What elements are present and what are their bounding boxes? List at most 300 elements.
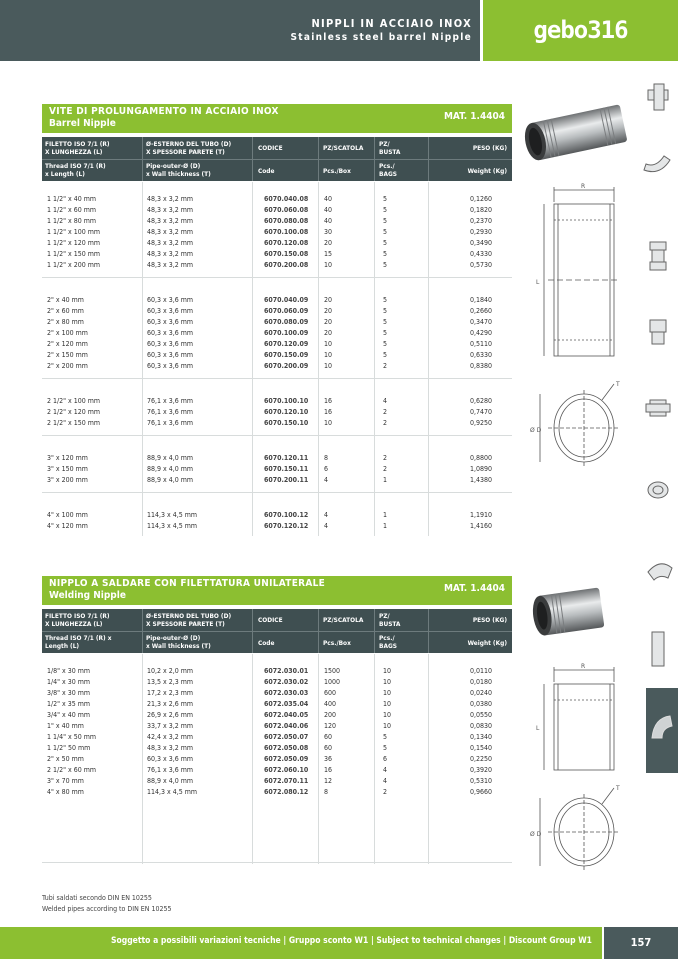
cell-weight: 0,4330 (469, 250, 492, 258)
col2-bag-it-2: BUSTA (379, 620, 401, 628)
cell-pcs-box: 60 (324, 744, 333, 752)
cell-pcs-bag: 10 (383, 722, 392, 730)
cell-pcs-bag: 4 (383, 397, 388, 405)
group-separator (42, 277, 512, 278)
cell-thread: 1" x 40 mm (47, 722, 84, 730)
col2-thread-en-2: Length (L) (45, 642, 80, 650)
cell-outer-dia: 60,3 x 3,6 mm (147, 329, 194, 337)
cell-outer-dia: 48,3 x 3,2 mm (147, 217, 194, 225)
cell-code: 6070.120.10 (264, 408, 309, 416)
barrel-nipple-drawing (518, 180, 638, 470)
table-row (42, 521, 512, 532)
cell-pcs-box: 20 (324, 239, 333, 247)
page-footer (0, 927, 678, 959)
table-row (42, 510, 512, 521)
cell-pcs-box: 600 (324, 689, 337, 697)
cell-pcs-box: 200 (324, 711, 337, 719)
page-number: 157 (604, 927, 678, 959)
cell-pcs-bag: 5 (383, 318, 388, 326)
cell-pcs-bag: 5 (383, 340, 388, 348)
cell-code: 6070.120.09 (264, 340, 309, 348)
cell-code: 6070.080.08 (264, 217, 309, 225)
cell-weight: 1,4160 (469, 522, 492, 530)
cell-code: 6072.040.06 (264, 722, 309, 730)
cell-outer-dia: 88,9 x 4,0 mm (147, 454, 194, 462)
cell-thread: 2" x 50 mm (47, 755, 84, 763)
cell-code: 6070.040.08 (264, 195, 309, 203)
footnote (42, 893, 172, 915)
cell-weight: 0,1820 (469, 206, 492, 214)
header-title-it: NIPPLI IN ACCIAIO INOX (311, 17, 472, 30)
cell-code: 6070.150.08 (264, 250, 309, 258)
group-separator (42, 492, 512, 493)
col2-outer-en-2: x Wall thickness (T) (146, 642, 211, 650)
table-row (42, 407, 512, 418)
cell-outer-dia: 60,3 x 3,6 mm (147, 318, 194, 326)
cell-weight: 0,1340 (469, 733, 492, 741)
cell-weight: 0,2930 (469, 228, 492, 236)
cell-thread: 3" x 200 mm (47, 476, 88, 484)
drawing1-label-l: L (536, 279, 540, 286)
col2-box-it: PZ/SCATOLA (323, 616, 364, 624)
table-row (42, 721, 512, 732)
table-row (42, 306, 512, 317)
cell-thread: 1/8" x 30 mm (47, 667, 91, 675)
cell-outer-dia: 48,3 x 3,2 mm (147, 744, 194, 752)
cell-thread: 1/2" x 35 mm (47, 700, 91, 708)
cell-weight: 0,0380 (469, 700, 492, 708)
cell-pcs-box: 10 (324, 419, 333, 427)
cell-outer-dia: 21,3 x 2,6 mm (147, 700, 194, 708)
cell-weight: 1,1910 (469, 511, 492, 519)
cell-pcs-box: 16 (324, 766, 333, 774)
table-row (42, 350, 512, 361)
cell-outer-dia: 60,3 x 3,6 mm (147, 351, 194, 359)
cell-pcs-bag: 2 (383, 408, 388, 416)
cell-pcs-bag: 5 (383, 733, 388, 741)
cell-outer-dia: 60,3 x 3,6 mm (147, 755, 194, 763)
col-box-it: PZ/SCATOLA (323, 144, 364, 152)
cell-pcs-box: 16 (324, 397, 333, 405)
cell-pcs-bag: 2 (383, 362, 388, 370)
table-row (42, 666, 512, 677)
col2-weight-en: Weight (Kg) (467, 639, 507, 647)
active-elbow-icon (652, 716, 672, 738)
cell-weight: 0,6280 (469, 397, 492, 405)
cell-outer-dia: 26,9 x 2,6 mm (147, 711, 194, 719)
cell-weight: 0,2660 (469, 307, 492, 315)
table-row (42, 418, 512, 429)
cell-weight: 0,4290 (469, 329, 492, 337)
cell-pcs-box: 400 (324, 700, 337, 708)
cell-weight: 0,8800 (469, 454, 492, 462)
cell-pcs-bag: 5 (383, 195, 388, 203)
cell-thread: 3/8" x 30 mm (47, 689, 91, 697)
cell-pcs-bag: 5 (383, 239, 388, 247)
cell-pcs-bag: 10 (383, 711, 392, 719)
table-row (42, 765, 512, 776)
table-row (42, 754, 512, 765)
cell-code: 6072.060.10 (264, 766, 309, 774)
cell-thread: 2" x 120 mm (47, 340, 88, 348)
header-title-en: Stainless steel barrel Nipple (290, 32, 472, 43)
cell-code: 6070.120.08 (264, 239, 309, 247)
cell-code: 6072.050.08 (264, 744, 309, 752)
barrel-nipple-photo (517, 100, 635, 170)
table-row (42, 328, 512, 339)
col2-thread-en-1: Thread ISO 7/1 (R) x (45, 634, 112, 642)
cell-pcs-box: 4 (324, 476, 329, 484)
table-row (42, 227, 512, 238)
col-code-it: CODICE (258, 144, 283, 152)
cell-code: 6070.060.08 (264, 206, 309, 214)
cell-weight: 0,0550 (469, 711, 492, 719)
cell-thread: 2" x 150 mm (47, 351, 88, 359)
cell-thread: 4" x 80 mm (47, 788, 84, 796)
cell-outer-dia: 42,4 x 3,2 mm (147, 733, 194, 741)
union-icon[interactable] (650, 320, 666, 344)
cell-pcs-box: 12 (324, 777, 333, 785)
col-bag-it-1: PZ/ (379, 140, 390, 148)
table-row (42, 216, 512, 227)
cell-outer-dia: 48,3 x 3,2 mm (147, 195, 194, 203)
cell-outer-dia: 60,3 x 3,6 mm (147, 307, 194, 315)
table-row (42, 205, 512, 216)
drawing2-label-t: T (616, 785, 620, 792)
cell-pcs-bag: 5 (383, 744, 388, 752)
col2-thread-it-1: FILETTO ISO 7/1 (R) (45, 612, 110, 620)
col-code-en: Code (258, 167, 275, 175)
col2-outer-en-1: Pipe-outer-Ø (D) (146, 634, 201, 642)
group-separator (42, 378, 512, 379)
cell-pcs-box: 10 (324, 340, 333, 348)
cell-thread: 3" x 70 mm (47, 777, 84, 785)
cell-pcs-bag: 5 (383, 261, 388, 269)
cell-code: 6072.050.09 (264, 755, 309, 763)
cell-pcs-box: 10 (324, 351, 333, 359)
cell-pcs-bag: 2 (383, 465, 388, 473)
cell-thread: 1 1/2" x 60 mm (47, 206, 97, 214)
cell-weight: 0,1540 (469, 744, 492, 752)
cell-outer-dia: 48,3 x 3,2 mm (147, 250, 194, 258)
elbow-icon[interactable] (648, 564, 672, 580)
col2-box-en: Pcs./Box (323, 639, 351, 647)
cell-thread: 2 1/2" x 60 mm (47, 766, 97, 774)
cell-code: 6072.035.04 (264, 700, 309, 708)
cell-pcs-box: 6 (324, 465, 329, 473)
sidebar-product-icons (640, 78, 678, 688)
col-outer-it-2: X SPESSORE PARETE (T) (146, 148, 225, 156)
cell-outer-dia: 76,1 x 3,6 mm (147, 419, 194, 427)
table-row (42, 396, 512, 407)
cell-code: 6070.060.09 (264, 307, 309, 315)
table-row (42, 453, 512, 464)
section1-title-it: VITE DI PROLUNGAMENTO IN ACCIAIO INOX (49, 106, 279, 117)
cell-pcs-box: 36 (324, 755, 333, 763)
col2-code-en: Code (258, 639, 275, 647)
cell-weight: 0,5110 (469, 340, 492, 348)
cell-outer-dia: 60,3 x 3,6 mm (147, 340, 194, 348)
cell-pcs-box: 30 (324, 228, 333, 236)
cell-outer-dia: 60,3 x 3,6 mm (147, 362, 194, 370)
cell-outer-dia: 88,9 x 4,0 mm (147, 777, 194, 785)
cell-code: 6072.050.07 (264, 733, 309, 741)
welding-nipple-photo (528, 582, 608, 642)
brand-logo: gebo316 (483, 0, 678, 61)
table-row (42, 732, 512, 743)
table-row (42, 710, 512, 721)
cell-thread: 1 1/2" x 150 mm (47, 250, 101, 258)
cell-code: 6070.100.12 (264, 511, 309, 519)
cell-outer-dia: 88,9 x 4,0 mm (147, 465, 194, 473)
col-box-en: Pcs./Box (323, 167, 351, 175)
cell-weight: 1,0890 (469, 465, 492, 473)
cell-pcs-bag: 4 (383, 766, 388, 774)
cell-outer-dia: 76,1 x 3,6 mm (147, 408, 194, 416)
cell-weight: 0,0110 (469, 667, 492, 675)
tee-fitting-icon[interactable] (648, 84, 668, 110)
cell-code: 6070.120.12 (264, 522, 309, 530)
drawing2-label-l: L (536, 725, 540, 732)
drawing1-label-r: R (581, 183, 586, 190)
cell-pcs-box: 4 (324, 511, 329, 519)
cell-code: 6070.200.11 (264, 476, 309, 484)
cell-weight: 0,3490 (469, 239, 492, 247)
cell-pcs-box: 15 (324, 250, 333, 258)
table-row (42, 475, 512, 486)
group-separator (42, 435, 512, 436)
cell-code: 6070.200.09 (264, 362, 309, 370)
cell-weight: 0,0830 (469, 722, 492, 730)
cell-outer-dia: 48,3 x 3,2 mm (147, 261, 194, 269)
cell-thread: 2 1/2" x 100 mm (47, 397, 101, 405)
section1-title-bar (42, 104, 512, 133)
cell-code: 6070.120.11 (264, 454, 309, 462)
cell-code: 6070.100.09 (264, 329, 309, 337)
cell-thread: 3" x 150 mm (47, 465, 88, 473)
cell-weight: 0,8380 (469, 362, 492, 370)
cell-code: 6070.100.08 (264, 228, 309, 236)
cell-outer-dia: 48,3 x 3,2 mm (147, 228, 194, 236)
cell-code: 6072.040.05 (264, 711, 309, 719)
cell-code: 6072.030.03 (264, 689, 309, 697)
cell-weight: 0,7470 (469, 408, 492, 416)
cell-thread: 2" x 40 mm (47, 296, 84, 304)
cell-code: 6070.150.10 (264, 419, 309, 427)
cell-pcs-box: 10 (324, 261, 333, 269)
col2-bag-en-1: Pcs./ (379, 634, 395, 642)
cell-thread: 1/4" x 30 mm (47, 678, 91, 686)
cell-weight: 0,5310 (469, 777, 492, 785)
col-thread-it-1: FILETTO ISO 7/1 (R) (45, 140, 110, 148)
cell-pcs-box: 10 (324, 362, 333, 370)
cell-pcs-bag: 6 (383, 755, 388, 763)
cell-code: 6070.100.10 (264, 397, 309, 405)
footnote-it: Tubi saldati secondo DIN EN 10255 (42, 894, 152, 902)
table-row (42, 688, 512, 699)
cell-pcs-box: 1500 (324, 667, 341, 675)
cell-weight: 0,9250 (469, 419, 492, 427)
cell-pcs-bag: 10 (383, 700, 392, 708)
cell-outer-dia: 13,5 x 2,3 mm (147, 678, 194, 686)
cell-thread: 1 1/2" 50 mm (47, 744, 91, 752)
table-row (42, 238, 512, 249)
cell-pcs-bag: 5 (383, 296, 388, 304)
cell-pcs-box: 8 (324, 454, 329, 462)
sidebar-active-tab[interactable] (646, 688, 678, 773)
cell-thread: 1 1/2" x 120 mm (47, 239, 101, 247)
cell-thread: 2" x 60 mm (47, 307, 84, 315)
cell-pcs-bag: 5 (383, 217, 388, 225)
cell-outer-dia: 48,3 x 3,2 mm (147, 206, 194, 214)
table-row (42, 194, 512, 205)
table-row (42, 699, 512, 710)
cell-pcs-box: 1000 (324, 678, 341, 686)
drawing2-label-d: Ø D (530, 831, 542, 838)
footer-text: Soggetto a possibili variazioni tecniche | Gruppo sconto W1 | Subject to technical changes | Discount Group W1 (110, 936, 592, 946)
col2-outer-it-2: X SPESSORE PARETE (T) (146, 620, 225, 628)
cell-code: 6070.150.11 (264, 465, 309, 473)
cell-weight: 1,4380 (469, 476, 492, 484)
cell-weight: 0,9660 (469, 788, 492, 796)
cell-thread: 3" x 120 mm (47, 454, 88, 462)
col2-bag-en-2: BAGS (379, 642, 397, 650)
table-row (42, 776, 512, 787)
section2-title-it: NIPPLO A SALDARE CON FILETTATURA UNILATERALE (49, 578, 326, 589)
cell-pcs-box: 20 (324, 318, 333, 326)
section2-title-bar (42, 576, 512, 605)
cell-pcs-bag: 2 (383, 454, 388, 462)
table-row (42, 743, 512, 754)
cell-weight: 0,1260 (469, 195, 492, 203)
col2-bag-it-1: PZ/ (379, 612, 390, 620)
cell-pcs-bag: 5 (383, 206, 388, 214)
cell-pcs-box: 120 (324, 722, 337, 730)
table-row (42, 787, 512, 798)
cell-pcs-box: 40 (324, 206, 333, 214)
col-bag-it-2: BUSTA (379, 148, 401, 156)
cell-pcs-box: 16 (324, 408, 333, 416)
col-thread-en-2: x Length (L) (45, 170, 85, 178)
section2-table-body (42, 654, 512, 864)
drawing1-label-t: T (616, 381, 620, 388)
col2-thread-it-2: X LUNGHEZZA (L) (45, 620, 103, 628)
cell-outer-dia: 10,2 x 2,0 mm (147, 667, 194, 675)
coupling-icon[interactable] (648, 482, 668, 498)
section1-material: MAT. 1.4404 (443, 111, 505, 122)
cell-thread: 2 1/2" x 150 mm (47, 419, 101, 427)
cell-outer-dia: 114,3 x 4,5 mm (147, 522, 198, 530)
table-row (42, 249, 512, 260)
cell-weight: 0,5730 (469, 261, 492, 269)
cell-code: 6070.200.08 (264, 261, 309, 269)
cell-pcs-bag: 5 (383, 250, 388, 258)
section2-material: MAT. 1.4404 (443, 583, 505, 594)
col-thread-it-2: X LUNGHEZZA (L) (45, 148, 103, 156)
cell-outer-dia: 60,3 x 3,6 mm (147, 296, 194, 304)
col-outer-en-2: x Wall thickness (T) (146, 170, 211, 178)
section1-table-header (42, 137, 512, 181)
bend-fitting-icon[interactable] (644, 156, 670, 172)
cell-outer-dia: 17,2 x 2,3 mm (147, 689, 194, 697)
table-row (42, 464, 512, 475)
table-row (42, 339, 512, 350)
table-row (42, 317, 512, 328)
cell-weight: 0,3920 (469, 766, 492, 774)
cell-pcs-box: 40 (324, 195, 333, 203)
cell-outer-dia: 88,9 x 4,0 mm (147, 476, 194, 484)
cell-outer-dia: 114,3 x 4,5 mm (147, 511, 198, 519)
cell-thread: 4" x 100 mm (47, 511, 88, 519)
cell-code: 6072.030.01 (264, 667, 309, 675)
cross-fitting-icon[interactable] (646, 400, 670, 416)
cell-pcs-box: 20 (324, 329, 333, 337)
cell-weight: 0,6330 (469, 351, 492, 359)
cell-thread: 4" x 120 mm (47, 522, 88, 530)
col-thread-en-1: Thread ISO 7/1 (R) (45, 162, 106, 170)
cell-thread: 3/4" x 40 mm (47, 711, 91, 719)
cell-weight: 0,2370 (469, 217, 492, 225)
cell-thread: 1 1/2" x 100 mm (47, 228, 101, 236)
cell-thread: 2" x 200 mm (47, 362, 88, 370)
cell-outer-dia: 76,1 x 3,6 mm (147, 397, 194, 405)
cell-weight: 0,0180 (469, 678, 492, 686)
footnote-en: Welded pipes according to DIN EN 10255 (42, 905, 172, 913)
cell-code: 6070.040.09 (264, 296, 309, 304)
cell-pcs-bag: 1 (383, 476, 388, 484)
drawing1-label-d: Ø D (530, 427, 542, 434)
cell-thread: 1 1/2" x 40 mm (47, 195, 97, 203)
cell-pcs-bag: 2 (383, 788, 388, 796)
cell-pcs-box: 4 (324, 522, 329, 530)
cell-code: 6072.080.12 (264, 788, 309, 796)
cell-pcs-bag: 1 (383, 522, 388, 530)
section1-table-body (42, 182, 512, 536)
col-outer-it-1: Ø-ESTERNO DEL TUBO (D) (146, 140, 232, 148)
barrel-nipple-icon[interactable] (652, 632, 664, 666)
cell-pcs-bag: 10 (383, 667, 392, 675)
cell-outer-dia: 114,3 x 4,5 mm (147, 788, 198, 796)
cell-pcs-bag: 1 (383, 511, 388, 519)
cell-code: 6070.080.09 (264, 318, 309, 326)
section2-title-en: Welding Nipple (49, 590, 126, 601)
cell-pcs-bag: 5 (383, 228, 388, 236)
col-bag-en-2: BAGS (379, 170, 397, 178)
cell-code: 6070.150.09 (264, 351, 309, 359)
cell-pcs-bag: 10 (383, 678, 392, 686)
col-weight-it: PESO (KG) (472, 144, 507, 152)
cell-thread: 1 1/2" x 80 mm (47, 217, 97, 225)
col-bag-en-1: Pcs./ (379, 162, 395, 170)
hex-nipple-icon[interactable] (650, 242, 666, 270)
cell-weight: 0,0240 (469, 689, 492, 697)
drawing2-label-r: R (581, 663, 586, 670)
cell-pcs-bag: 5 (383, 351, 388, 359)
cell-thread: 2" x 80 mm (47, 318, 84, 326)
cell-pcs-box: 40 (324, 217, 333, 225)
welding-nipple-drawing (518, 660, 638, 880)
cell-pcs-bag: 5 (383, 329, 388, 337)
cell-outer-dia: 48,3 x 3,2 mm (147, 239, 194, 247)
cell-weight: 0,3470 (469, 318, 492, 326)
cell-weight: 0,1840 (469, 296, 492, 304)
table-row (42, 361, 512, 372)
cell-code: 6072.070.11 (264, 777, 309, 785)
cell-thread: 1 1/4" x 50 mm (47, 733, 97, 741)
header-title (290, 17, 472, 44)
table-row (42, 677, 512, 688)
table-row (42, 295, 512, 306)
